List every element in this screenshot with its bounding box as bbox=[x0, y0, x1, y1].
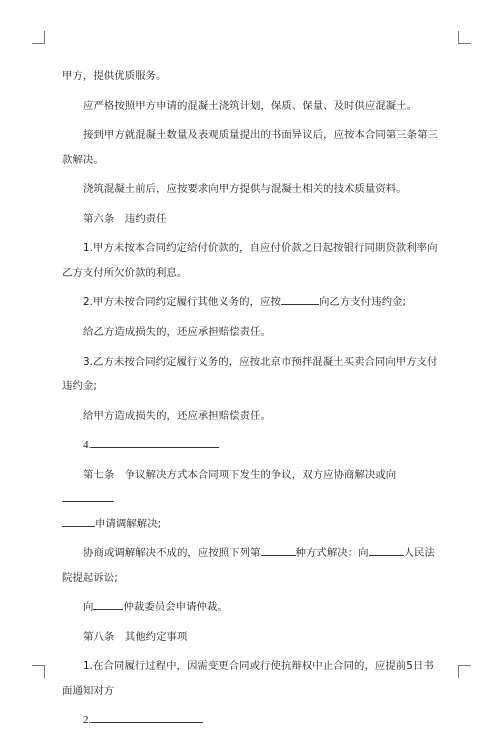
clause-text: 第七条 争议解决方式本合同项下发生的争议，双方应协商解决或向 bbox=[83, 468, 397, 481]
fill-blank bbox=[91, 446, 219, 448]
clause-text: 仲裁委员会申请仲裁。 bbox=[123, 601, 228, 614]
paragraph bbox=[62, 433, 444, 457]
fill-blank bbox=[261, 554, 296, 556]
clause-text: 2.甲方未按合同约定履行其他义务的，应按 bbox=[83, 296, 281, 309]
crop-mark-top-left bbox=[32, 31, 45, 44]
paragraph: 给甲方造成损失的，还应承担赔偿责任。 bbox=[83, 409, 271, 422]
paragraph bbox=[62, 290, 444, 314]
fill-blank bbox=[369, 554, 404, 556]
clause-text: 向 bbox=[83, 601, 94, 614]
paragraph: 应严格按照甲方申请的混凝土浇筑计划，保质、保量、及时供应混凝土。 bbox=[83, 99, 418, 112]
fill-blank bbox=[93, 608, 123, 610]
crop-mark-bottom-left bbox=[32, 665, 45, 678]
fill-blank bbox=[281, 303, 319, 305]
clause-number: 2. bbox=[83, 714, 92, 727]
paragraph: 1.在合同履行过程中，因需变更合同或行使抗辩权中止合同的，应提前5日书面通知对方 bbox=[62, 660, 434, 697]
section-heading-8: 第八条 其他约定事项 bbox=[83, 630, 188, 643]
paragraph: 1.甲方未按本合同约定给付价款的，自应付价款之日起按银行同期贷款利率向乙方支付所欠价款的利息。 bbox=[62, 242, 438, 279]
clause-text: 申请调解解决; bbox=[95, 517, 162, 530]
section-heading-6: 第六条 违约责任 bbox=[83, 212, 167, 225]
crop-mark-top-right bbox=[458, 31, 471, 44]
paragraph: 接到甲方就混凝土数量及表观质量提出的书面异议后，应按本合同第三条第三款解决。 bbox=[62, 129, 438, 166]
clause-text: 人民法院提起诉讼; bbox=[62, 547, 435, 584]
clause-text: 向乙方支付违约金; bbox=[318, 296, 407, 309]
paragraph: 浇筑混凝土前后，应按要求向甲方提供与混凝土相关的技术质量资料。 bbox=[83, 183, 407, 196]
fill-blank bbox=[91, 721, 203, 723]
fill-blank bbox=[62, 500, 114, 502]
clause-text: 协商或调解解决不成的，应按照下列第 bbox=[83, 547, 261, 560]
crop-mark-bottom-right bbox=[458, 665, 471, 678]
paragraph bbox=[62, 541, 444, 590]
section-heading-7 bbox=[62, 463, 444, 536]
clause-number: 4. bbox=[83, 439, 92, 452]
clause-text: 种方式解决：向 bbox=[295, 547, 369, 560]
paragraph bbox=[62, 708, 444, 732]
paragraph: 给乙方造成损失的，还应承担赔偿责任。 bbox=[83, 325, 271, 338]
paragraph: 甲方，提供优质服务。 bbox=[62, 70, 167, 82]
document-body bbox=[62, 64, 444, 733]
paragraph: 3.乙方未按合同约定履行义务的，应按北京市预拌混凝土买卖合同向甲方支付违约金; bbox=[62, 355, 438, 392]
fill-blank bbox=[62, 525, 95, 527]
paragraph bbox=[62, 595, 444, 619]
